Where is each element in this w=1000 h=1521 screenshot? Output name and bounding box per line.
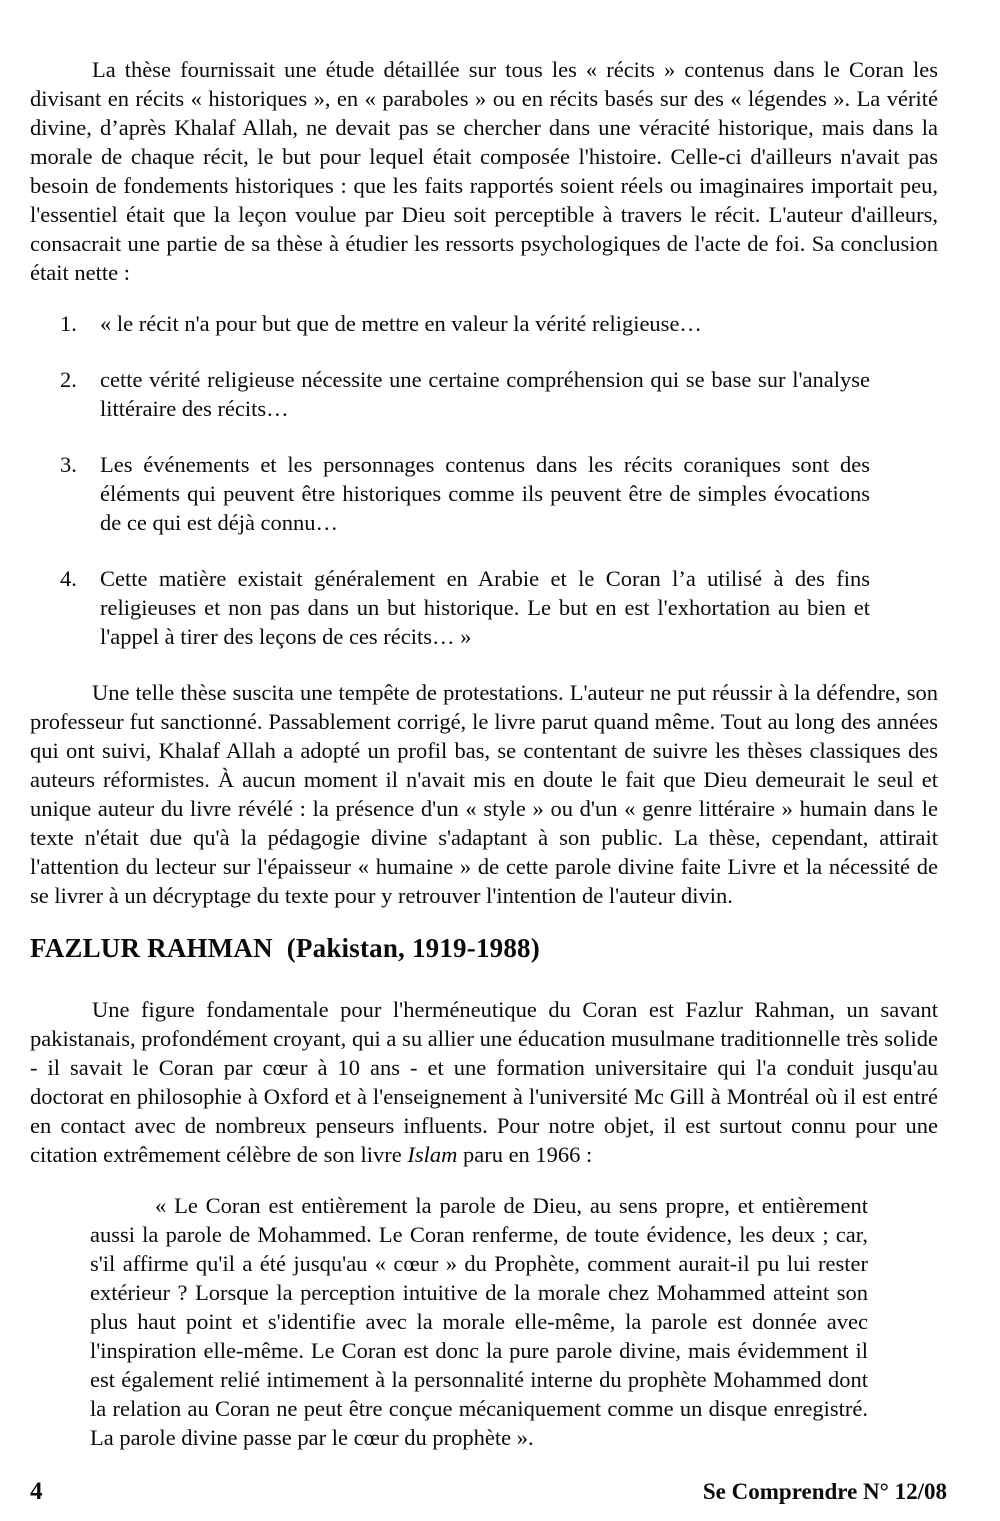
paragraph-khalaf-thesis: La thèse fournissait une étude détaillée sur tous les « récits » contenus dans le Coran les divisant en récits « historiques », en « paraboles » ou en récits basés sur des « légendes ». La vérité divine, d’après Khalaf Allah, ne devait pas se chercher dans une véracité historique, mais dans la morale de chaque récit, le but pour lequel était composée l'histoire. Celle-ci d'ailleurs n'avait pas besoin de fondements historiques : que les faits rapportés soient réels ou imaginaires importait peu, l'essentiel était que la leçon voulue par Dieu soit perceptible à travers le récit. L'auteur d'ailleurs, consacrait une partie de sa thèse à étudier les ressorts psychologiques de l'acte de foi. Sa conclusion était nette : (30, 57, 938, 285)
paragraph-thesis-reaction: Une telle thèse suscita une tempête de protestations. L'auteur ne put réussir à la défendre, son professeur fut sanctionné. Passablement corrigé, le livre parut quand même. Tout au long des années qui ont suivi, Khalaf Allah a adopté un profil bas, se contentant de suivre les thèses classiques des auteurs réformistes. À aucun moment il n'avait mis en doute le fait que Dieu demeurait le seul et unique auteur du livre révélé : la présence d'un « style » ou d'un « genre littéraire » humain dans le texte n'était due qu'à la pédagogie divine s'adaptant à son public. La thèse, cependant, attirait l'attention du lecteur sur l'épaisseur « humaine » de cette parole divine faite Livre et la nécessité de se livrer à un décryptage du texte pour y retrouver l'intention de l'auteur divin. (30, 680, 938, 908)
conclusions-list (30, 309, 938, 651)
section-heading-fazlur-rahman: FAZLUR RAHMAN (Pakistan, 1919-1988) (30, 933, 540, 963)
list-item-3-number: 3. (60, 452, 77, 477)
list-item-1-text: « le récit n'a pour but que de mettre en valeur la vérité religieuse… (100, 311, 702, 336)
book-title-islam: Islam (407, 1142, 458, 1167)
page-footer (30, 1478, 947, 1506)
page-number: 4 (30, 1478, 43, 1505)
list-item-1-number: 1. (60, 311, 77, 336)
list-item-4-text: Cette matière existait généralement en Arabie et le Coran l’a utilisé à des fins religieuses et non pas dans un but historique. Le but en est l'exhortation au bien et l'appel à tirer des leçons de ces récits… » (100, 566, 870, 649)
journal-reference: Se Comprendre N° 12/08 (702, 1479, 947, 1504)
list-item-4-number: 4. (60, 566, 77, 591)
list-item-2-text: cette vérité religieuse nécessite une certaine compréhension qui se base sur l'analyse littéraire des récits… (100, 367, 870, 421)
list-item-3-text: Les événements et les personnages contenus dans les récits coraniques sont des éléments qui peuvent être historiques comme ils peuvent être de simples évocations de ce qui est déjà connu… (100, 452, 870, 535)
list-item-2 (60, 365, 870, 423)
fazlur-rahman-quote: « Le Coran est entièrement la parole de Dieu, au sens propre, et entièrement aussi la parole de Mohammed. Le Coran renferme, de toute évidence, les deux ; car, s'il affirme qu'il a été jusqu'au « cœur » du Prophète, comment aurait-il pu lui rester extérieur ? Lorsque la perception intuitive de la morale chez Mohammed atteint son plus haut point et s'identifie avec la morale elle-même, la parole est donnée avec l'inspiration elle-même. Le Coran est donc la pure parole divine, mais évidemment il est également relié intimement à la personnalité interne du prophète Mohammed dont la relation au Coran ne peut être conçue mécaniquement comme un disque enregistré. La parole divine passe par le cœur du prophète ». (90, 1193, 868, 1450)
list-item-1 (60, 309, 870, 338)
list-item-4 (60, 564, 870, 651)
list-item-2-number: 2. (60, 367, 77, 392)
list-item-3 (60, 450, 870, 537)
paragraph-fazlur-intro (30, 995, 938, 1169)
page-content (30, 55, 938, 1452)
intro-text-after: paru en 1966 : (457, 1142, 593, 1167)
intro-text-before: Une figure fondamentale pour l'herméneutique du Coran est Fazlur Rahman, un savant pakistanais, profondément croyant, qui a su allier une éducation musulmane traditionnelle très solide - il savait le Coran par cœur à 10 ans - et une formation universitaire qui l'a conduit jusqu'au doctorat en philosophie à Oxford et à l'enseignement à l'université Mc Gill à Montréal où il est entré en contact avec de nombreux penseurs influents. Pour notre objet, il est surtout connu pour une citation extrêmement célèbre de son livre (30, 997, 938, 1167)
